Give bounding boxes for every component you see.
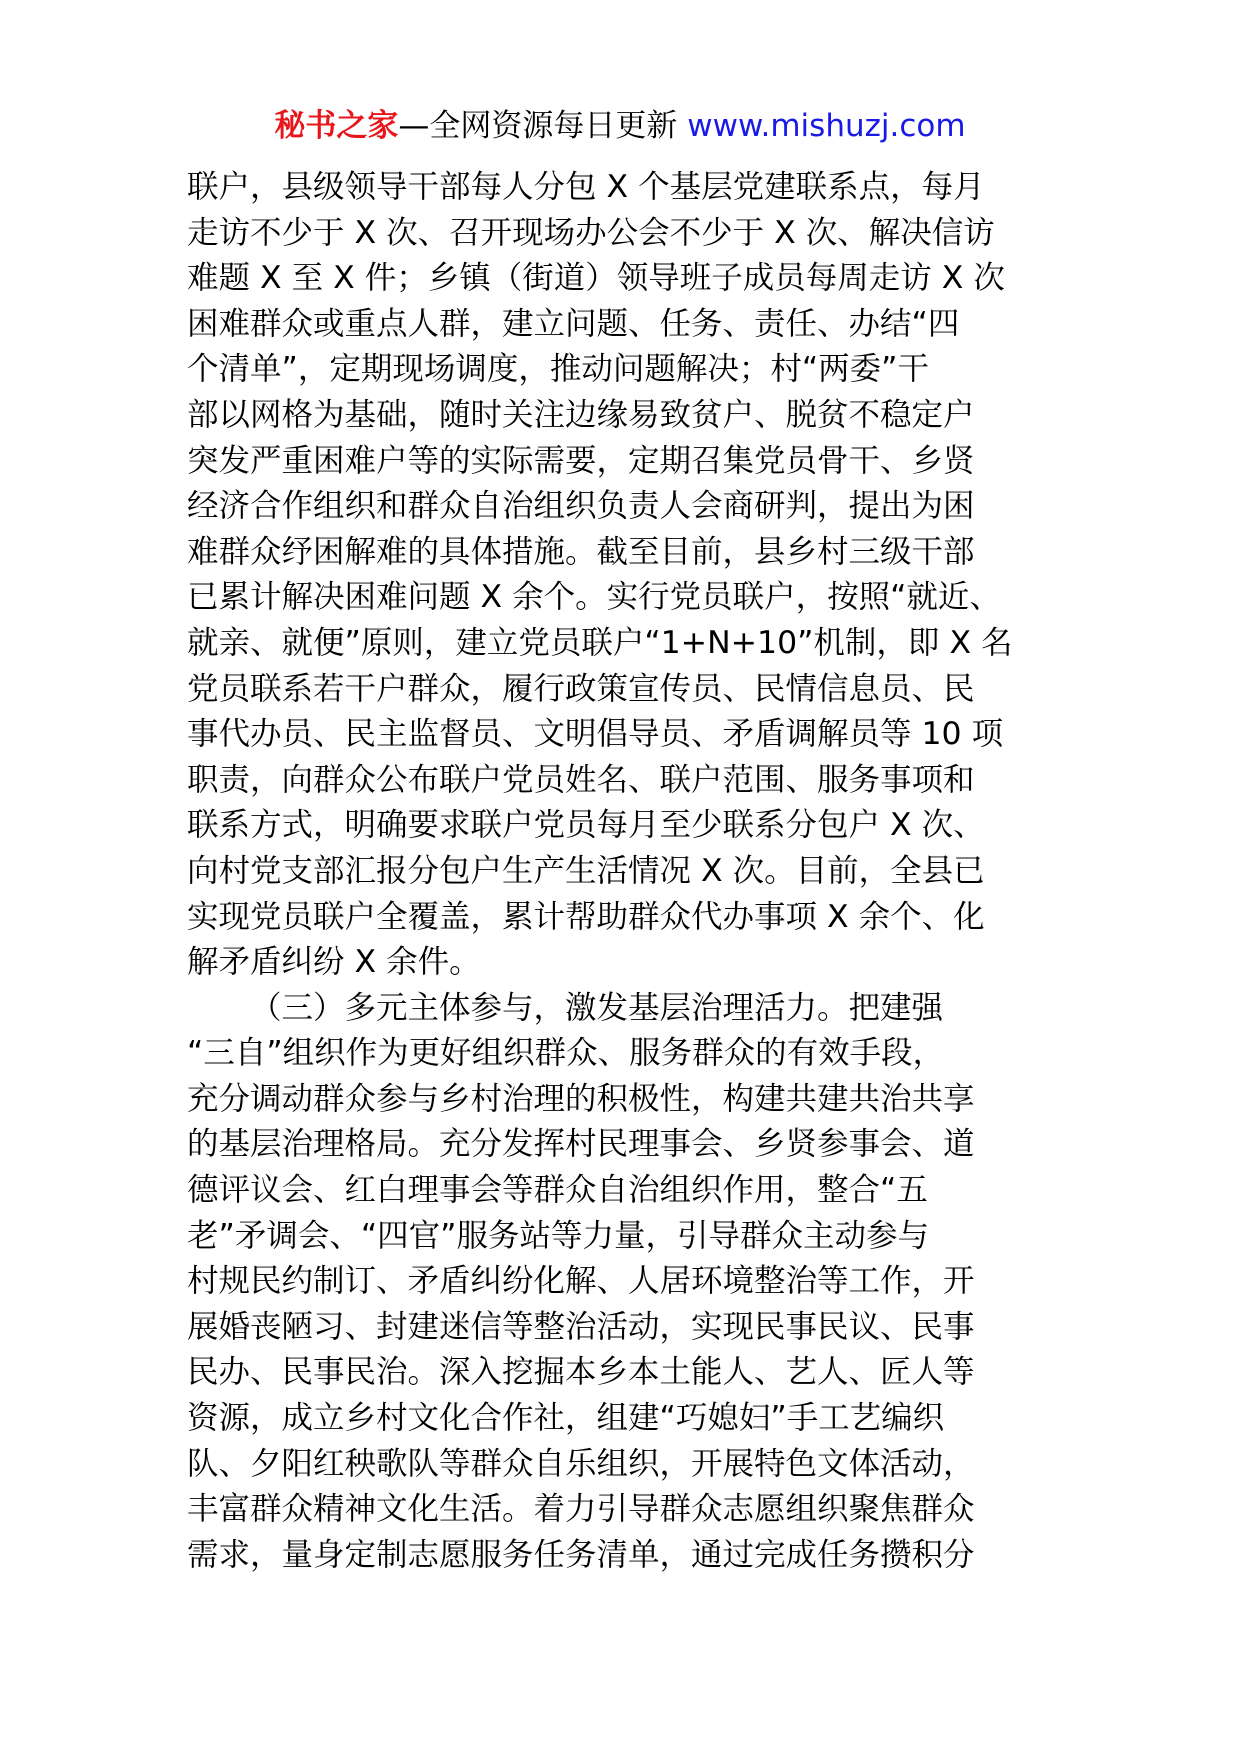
text-line: 联系方式，明确要求联户党员每月至少联系分包户 X 次、: [187, 807, 985, 844]
text-line: 德评议会、红白理事会等群众自治组织作用，整合“五: [187, 1172, 928, 1209]
text-line: 就亲、就便”原则，建立党员联户“1+N+10”机制，即 X 名: [187, 624, 1013, 661]
text-line: 实现党员联户全覆盖，累计帮助群众代办事项 X 余个、化: [187, 898, 985, 935]
text-line: 经济合作组织和群众自治组织负责人会商研判，提出为困: [187, 488, 975, 525]
text-line: 党员联系若干户群众，履行政策宣传员、民情信息员、民: [187, 670, 975, 707]
text-line: 解矛盾纠纷 X 余件。: [187, 944, 481, 981]
header-slogan: —全网资源每日更新: [398, 108, 678, 144]
document-body: [187, 165, 1067, 1578]
text-line: 难群众纾困解难的具体措施。截至目前，县乡村三级干部: [187, 533, 975, 570]
text-line: 部以网格为基础，随时关注边缘易致贫户、脱贫不稳定户: [187, 396, 975, 433]
text-line: 需求，量身定制志愿服务任务清单，通过完成任务攒积分: [187, 1536, 975, 1573]
text-line: 资源，成立乡村文化合作社，组建“巧媳妇”手工艺编织: [187, 1400, 945, 1437]
text-line: 老”矛调会、“四官”服务站等力量，引导群众主动参与: [187, 1217, 929, 1254]
text-line: 已累计解决困难问题 X 余个。实行党员联户，按照“就近、: [187, 579, 1001, 616]
text-line: 联户，县级领导干部每人分包 X 个基层党建联系点，每月: [187, 169, 985, 205]
text-line: 个清单”，定期现场调度，推动问题解决；村“两委”干: [187, 351, 929, 388]
text-line: “三自”组织作为更好组织群众、服务群众的有效手段，: [187, 1035, 945, 1072]
text-line: 难题 X 至 X 件；乡镇（街道）领导班子成员每周走访 X 次: [187, 260, 1005, 297]
text-line: 走访不少于 X 次、召开现场办公会不少于 X 次、解决信访: [187, 214, 995, 251]
text-line: 困难群众或重点人群，建立问题、任务、责任、办结“四: [187, 305, 960, 342]
text-line: 事代办员、民主监督员、文明倡导员、矛盾调解员等 10 项: [187, 716, 1004, 753]
text-line: 充分调动群众参与乡村治理的积极性，构建共建共治共享: [187, 1080, 975, 1117]
text-line: 的基层治理格局。充分发挥村民理事会、乡贤参事会、道: [187, 1126, 975, 1163]
text-line: 丰富群众精神文化生活。着力引导群众志愿组织聚焦群众: [187, 1491, 975, 1528]
section-heading-line: （三）多元主体参与，激发基层治理活力。把建强: [250, 989, 944, 1026]
text-line: 村规民约制订、矛盾纠纷化解、人居环境整治等工作，开: [187, 1263, 975, 1300]
text-line: 突发严重困难户等的实际需要，定期召集党员骨干、乡贤: [187, 442, 975, 479]
text-line: 向村党支部汇报分包户生产生活情况 X 次。目前，全县已: [187, 852, 985, 889]
text-line: 展婚丧陋习、封建迷信等整治活动，实现民事民议、民事: [187, 1308, 975, 1345]
text-line: 队、夕阳红秧歌队等群众自乐组织，开展特色文体活动，: [187, 1445, 975, 1482]
page-header: [0, 100, 1240, 152]
brand-name: 秘书之家: [274, 108, 399, 144]
text-line: 职责，向群众公布联户党员姓名、联户范围、服务事项和: [187, 761, 975, 798]
site-url[interactable]: www.mishuzj.com: [687, 108, 966, 144]
text-line: 民办、民事民治。深入挖掘本乡本土能人、艺人、匠人等: [187, 1354, 975, 1391]
